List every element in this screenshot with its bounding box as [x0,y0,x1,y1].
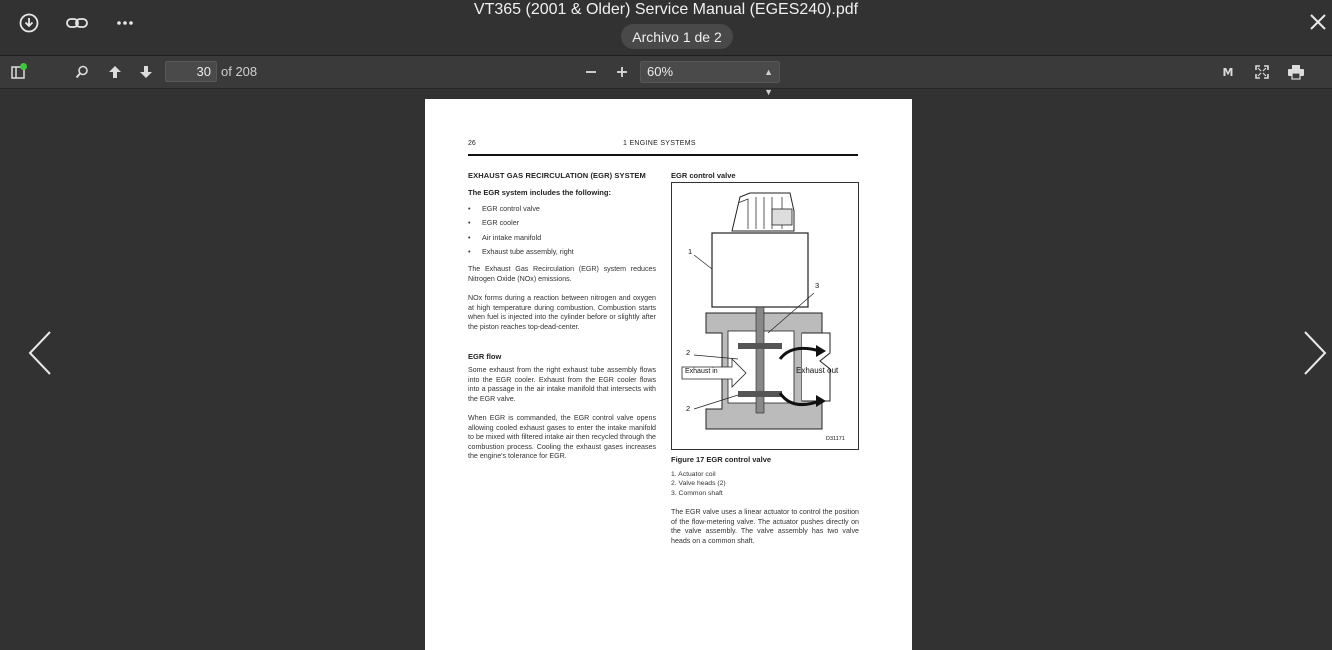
legend-item: 2. Valve heads (2) [671,480,726,487]
viewer-header [0,0,1332,56]
legend-item: 3. Common shaft [671,490,723,497]
figure-title: EGR control valve [671,171,736,180]
close-icon[interactable] [1306,8,1330,36]
zoom-in-icon[interactable] [610,60,634,84]
paragraph: The Exhaust Gas Recirculation (EGR) system reduces Nitrogen Oxide (NOx) emissions. [468,265,656,283]
subheading: The EGR system includes the following: [468,188,611,197]
list-item: • Exhaust tube assembly, right [468,247,574,256]
list-item: • EGR control valve [468,204,540,213]
zoom-select[interactable] [640,61,780,97]
next-page-icon[interactable] [134,60,158,84]
figure-label-3: 3 [815,281,820,290]
section-title: 1 ENGINE SYSTEMS [623,140,696,147]
figure-caption: Figure 17 EGR control valve [671,455,772,464]
pdf-page [425,99,912,650]
figure-label-1: 1 [688,247,693,256]
paragraph: When EGR is commanded, the EGR control valve opens allowing cooled exhaust gases to enter the intake manifold to be mixed with filtered intake air then recycled through the combustion process. Cooling the exhaust gases increases the engine's tolerance for EGR. [468,414,656,461]
subsection-heading: EGR flow [468,352,502,361]
page-count: of 208 [221,64,258,79]
figure-code: D31171 [826,436,845,442]
zoom-out-icon[interactable] [579,60,603,84]
list-item: • EGR cooler [468,218,520,227]
egr-valve-diagram-icon [672,183,858,449]
legend-item: 1. Actuator coil [671,471,716,478]
paragraph: Some exhaust from the right exhaust tube assembly flows into the EGR cooler. Exhaust from the EGR cooler flows into a passage in the air intake manifold that intersects with the EGR valve. [468,366,656,403]
page-number-input[interactable]: 30 [165,61,217,82]
status-dot [20,63,27,70]
egr-valve-figure [671,182,859,450]
file-counter: Archivo 1 de 2 [621,24,733,49]
presentation-mode-icon[interactable]: M [1222,65,1234,79]
figure-label-2: 2 [686,348,691,357]
paragraph: The EGR valve uses a linear actuator to control the position of the flow-metering valve. The actuator pushes directly on the valve assembly. The valve assembly has two valve heads on a common shaft. [671,508,859,545]
list-item: • Air intake manifold [468,233,542,242]
figure-label-2: 2 [686,404,691,413]
select-caret-icon: ▲ ▼ [764,67,773,97]
document-title: VT365 (2001 & Older) Service Manual (EGES240).pdf [473,1,859,18]
exhaust-out-label: Exhaust out [796,366,839,375]
previous-file-arrow-icon[interactable] [26,328,56,378]
section-heading: EXHAUST GAS RECIRCULATION (EGR) SYSTEM [468,171,646,180]
next-file-arrow-icon[interactable] [1299,328,1329,378]
zoom-value: 60% [647,64,674,79]
header-rule [468,154,858,156]
print-icon[interactable] [1284,60,1308,84]
previous-page-icon[interactable] [103,60,127,84]
fullscreen-icon[interactable] [1250,60,1274,84]
paragraph: NOx forms during a reaction between nitrogen and oxygen at high temperature during combustion. Combustion starts when fuel is injected into the cylinder before or slightly after the piston reaches top-dead-center. [468,294,656,331]
page-number: 26 [468,140,476,147]
exhaust-in-label: Exhaust in [685,368,718,375]
search-icon[interactable] [70,60,94,84]
